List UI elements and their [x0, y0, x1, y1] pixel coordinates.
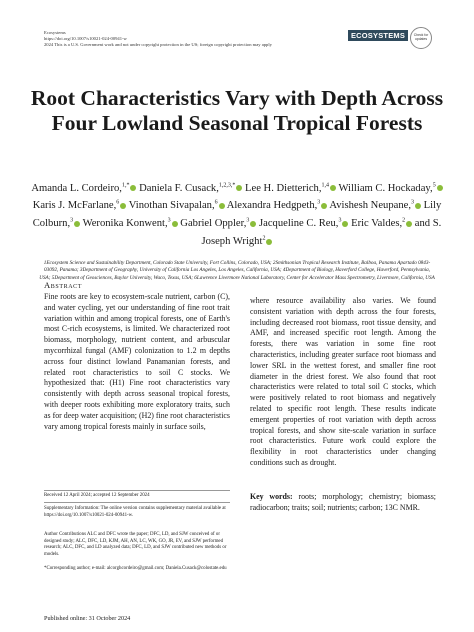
author-name: Amanda L. Cordeiro, [31, 182, 122, 194]
author-name: Eric Valdes, [351, 218, 403, 230]
supplementary-info: Supplementary Information: The online version contains supplementary material available at https://doi.org/10.1007/s10021-024-00941-w. [44, 506, 226, 518]
journal-name: Ecosystems [44, 30, 66, 35]
published-date: Published online: 31 October 2024 [44, 615, 131, 622]
author-name: Alexandra Hedgpeth, [226, 200, 318, 212]
author-name: William C. Hockaday, [338, 182, 433, 194]
orcid-icon[interactable] [219, 203, 225, 209]
author-affiliation-marker: 3 [317, 199, 321, 206]
received-dates: Received 12 April 2024; accepted 12 September 2024 [44, 493, 150, 498]
abstract-heading: Abstract [44, 280, 83, 290]
author-affiliation-marker: 3 [70, 217, 74, 224]
keywords-label: Key words: [250, 492, 293, 501]
affiliations: 1Ecosystem Science and Sustainability Department, Colorado State University, Fort Collins, Colorado, USA; 2Smithsonian Tropical Research Institute, Balboa, Panama Apartado 0843-03092, Panama; 3Department of Geography, University of California Los Angeles, Los Angeles, California, USA; 4Department of Biology, Haverford College, Haverford, Pennsylvania, USA; 5Department of Geosciences, Baylor University, Waco, Texas, USA; 6Lawrence Livermore National Laboratory, Center for Accelerator Mass Spectrometry, Livermore, California, USA [39, 260, 435, 281]
orcid-icon[interactable] [342, 221, 348, 227]
author-affiliation-marker: 6 [116, 199, 120, 206]
orcid-icon[interactable] [415, 203, 421, 209]
author [83, 218, 178, 229]
orcid-icon[interactable] [437, 185, 443, 191]
footnote-divider [44, 490, 230, 491]
author-affiliation-marker: 5 [432, 182, 436, 188]
author-affiliation-marker: 2 [262, 235, 266, 242]
author [139, 183, 242, 194]
author-name: Karis J. McFarlane, [32, 200, 117, 212]
author-affiliation-marker: 1,4 [321, 182, 329, 188]
author-name: Daniela F. Cusack, [139, 182, 219, 194]
author-affiliation-marker: 2 [402, 217, 406, 224]
author-affiliation-marker: 3 [246, 217, 250, 224]
author-name: Lee H. Dietterich, [245, 182, 322, 194]
author [259, 218, 348, 229]
author [351, 218, 412, 229]
author [129, 200, 225, 211]
author-affiliation-marker: 6 [214, 199, 218, 206]
orcid-icon[interactable] [266, 239, 272, 245]
author [180, 218, 256, 229]
author-affiliation-marker: 1,2,3,* [218, 182, 236, 188]
orcid-icon[interactable] [330, 185, 336, 191]
orcid-icon[interactable] [236, 185, 242, 191]
keywords [250, 492, 436, 514]
author-name: Gabriel Oppler, [180, 218, 247, 230]
journal-logo: ECOSYSTEMS [348, 30, 408, 41]
author-name: and S. Joseph Wright [201, 218, 442, 248]
orcid-icon[interactable] [172, 221, 178, 227]
author-name: Lily Colburn, [32, 200, 442, 230]
author [33, 200, 127, 211]
author-affiliation-marker: 1,* [121, 182, 130, 188]
author-list [30, 178, 444, 249]
keywords-text: roots; morphology; chemistry; biomass; radiocarbon; traits; soil; nutrients; carbon; 13C NMR. [250, 492, 436, 512]
orcid-icon[interactable] [120, 203, 126, 209]
author-affiliation-marker: 3 [167, 217, 171, 224]
journal-header [44, 30, 272, 49]
author-affiliation-marker: 3 [338, 217, 342, 224]
check-for-updates-badge[interactable]: Check for updates [410, 27, 432, 49]
author [31, 183, 136, 194]
author-contributions: Author Contributions ALC and DFC wrote the paper; DFC, LD, and SJW conceived of or designed study; ALC, DFC, LD, KJM, AH, AN, LC, WK, GO, JR, EV, and SJW performed research; ALC, DFC, and LD analyzed data; DFC, LD, and SJW contributed new methods or models. [44, 532, 227, 557]
author [227, 200, 328, 211]
corresponding-author: *Corresponding author; e-mail: alcorghcordeiro@gmail.com; Daniela.Cusack@colostate.edu [44, 566, 227, 571]
abstract-right-column: where resource availability also varies. We found consistent variation with depth across the four forests, including decreased root biomass, root tissue density, and AMF, and increased specific root length. Among the forests, there was variation in some fine root characteristics, including greater surface root biomass and lower SRL in the wettest forest, and smaller fine root diameter in the driest forest. We also found that root characteristics were related to total soil C stocks, which were positively related to root biomass and negatively related to specific root length. These results indicate emergent properties of root variation with depth across tropical forests, and show site-scale variation in surface root characteristics. Future work could explore the flexibility in root characteristics under changing conditions such as drought. [250, 296, 436, 467]
orcid-icon[interactable] [321, 203, 327, 209]
footnote-divider [44, 502, 230, 503]
orcid-icon[interactable] [250, 221, 256, 227]
orcid-icon[interactable] [130, 185, 136, 191]
author [338, 183, 442, 194]
author [245, 183, 336, 194]
author-name: Vinothan Sivapalan, [128, 200, 215, 212]
author-affiliation-marker: 3 [410, 199, 414, 206]
author-name: Weronika Konwent, [82, 218, 168, 230]
doi-link[interactable]: https://doi.org/10.1007/s10021-024-00941-w [44, 36, 127, 42]
abstract-left-column: Fine roots are key to ecosystem-scale nutrient, carbon (C), and water cycling, yet our understanding of fine root trait variation within and among tropical forests, one of Earth's most C-rich ecosystems, is limited. We characterized root biomass, morphology, nutrient content, and arbuscular mycorrhizal fungal (AMF) colonization to 1.2 m depths across four distinct lowland Panamanian forests, and related root characteristics to soil C stocks. We hypothesized that: (H1) Fine root characteristics vary consistently with depth across seasonal tropical forests, with deeper roots exhibiting more exploratory traits, such as for deep water acquisition; (H2) fine root characteristics vary among tropical forests mainly in surface soils, [44, 292, 230, 431]
author-name: Avishesh Neupane, [329, 200, 411, 212]
orcid-icon[interactable] [406, 221, 412, 227]
author [329, 200, 421, 211]
copyright-notice: 2024 This is a U.S. Government work and not under copyright protection in the US; foreign copyright protection may apply [44, 42, 272, 48]
orcid-icon[interactable] [74, 221, 80, 227]
paper-title: Root Characteristics Vary with Depth Across Four Lowland Seasonal Tropical Forests [30, 86, 444, 135]
author-name: Jacqueline C. Reu, [259, 218, 339, 230]
